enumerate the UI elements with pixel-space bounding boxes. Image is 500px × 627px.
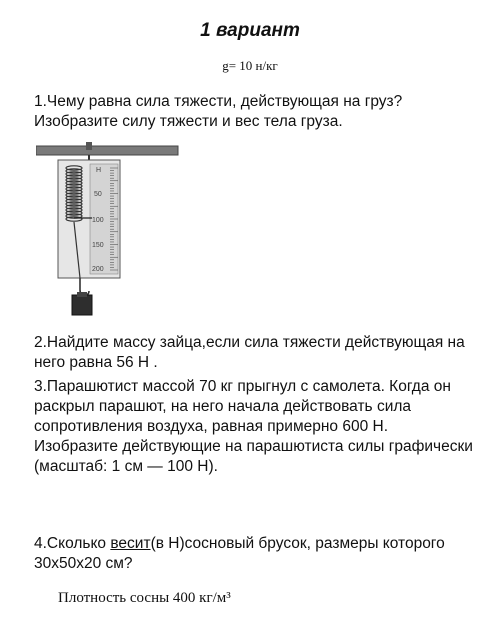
scale-label-50: 50 [94, 191, 102, 198]
scale-label-150: 150 [92, 242, 104, 249]
pine-density-note: Плотность сосны 400 кг/м³ [58, 590, 231, 606]
scale-label-200: 200 [92, 266, 104, 273]
weight [72, 295, 92, 315]
dynamometer-illustration [36, 140, 186, 325]
scale-unit-label: Н [96, 167, 102, 174]
gravity-constant: g= 10 н/кг [222, 58, 278, 73]
mount-bar [36, 146, 178, 155]
question-4-prefix: 4.Сколько [34, 535, 111, 552]
question-2: 2.Найдите массу зайца,если сила тяжести действующая на него равна 56 Н . [34, 334, 465, 371]
scale-label-100: 100 [92, 217, 104, 224]
question-4 [34, 534, 474, 574]
weight-cap [77, 292, 87, 297]
question-4-suffix: (в Н)сосновый брусок, размеры которого 30х50х20 см? [34, 535, 445, 572]
question-4-underlined: весит [110, 535, 151, 552]
mount-bolt [86, 142, 92, 150]
question-1: 1.Чему равна сила тяжести, действующая на груз? Изобразите силу тяжести и вес тела груза. [34, 93, 403, 130]
question-3: 3.Парашютист массой 70 кг прыгнул с самолета. Когда он раскрыл парашют, на него начала действовать сила сопротивления воздуха, равная примерно 600 Н. Изобразите действующие на парашютиста силы графически (масштаб: 1 см — 100 Н). [34, 378, 473, 475]
variant-title: 1 вариант [200, 20, 300, 41]
